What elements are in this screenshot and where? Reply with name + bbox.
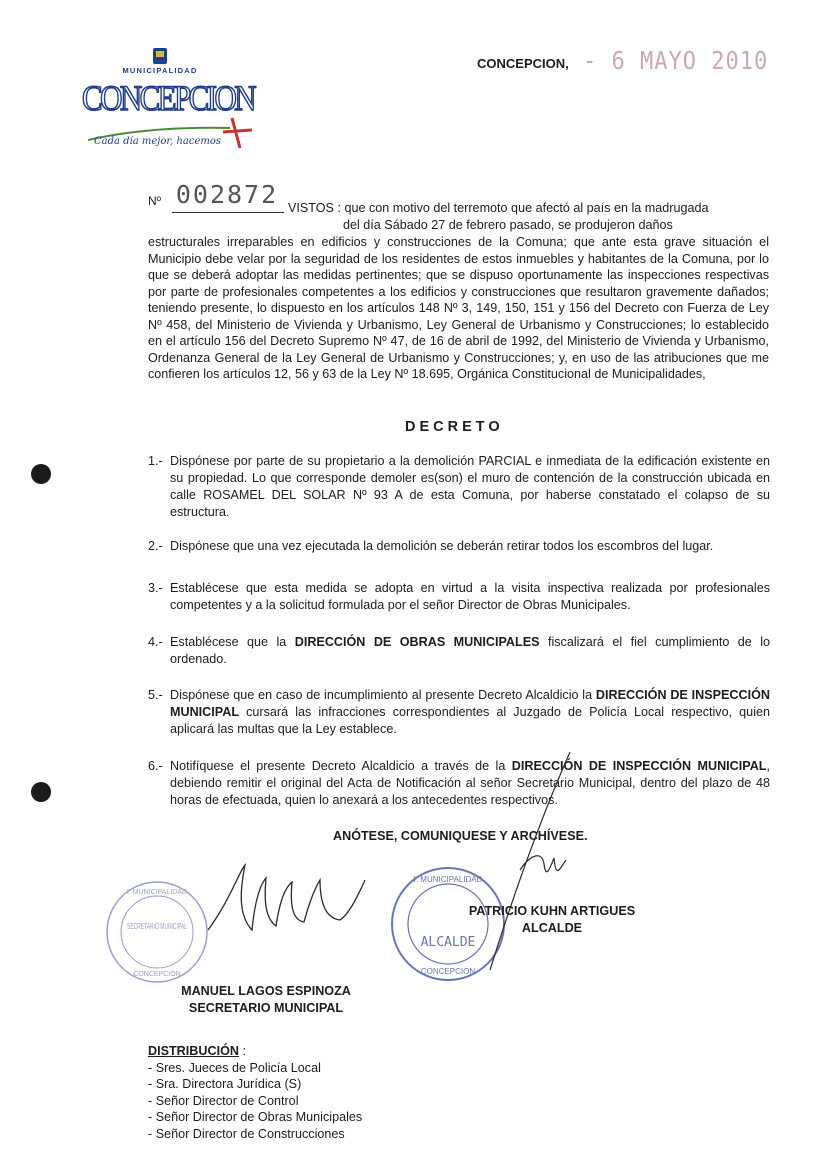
decreto-heading: DECRETO: [405, 419, 504, 435]
secretary-stamp-ring-top: I. MUNICIPALIDAD: [126, 889, 188, 896]
distribution-entry: - Sra. Directora Jurídica (S): [148, 1077, 302, 1091]
date-stamp: - 6 MAYO 2010: [583, 47, 769, 76]
item-number: 5.-: [148, 688, 163, 702]
item-number: 1.-: [148, 454, 163, 468]
item-number: 3.-: [148, 581, 163, 595]
alcalde-stamp-text: ALCALDE: [420, 935, 476, 950]
item-text: Dispónese que una vez ejecutada la demolición se deberán retirar todos los escombros del lugar.: [170, 539, 714, 553]
secretary-title: SECRETARIO MUNICIPAL: [188, 1001, 344, 1015]
secretary-stamp: [105, 880, 209, 984]
mayor-title: ALCALDE: [521, 921, 583, 935]
distribution-heading: [148, 1043, 362, 1060]
item-text-bold: DIRECCIÓN DE INSPECCIÓN MUNICIPAL: [170, 688, 770, 719]
item-number: 4.-: [148, 635, 163, 649]
distribution-entry: - Sres. Jueces de Policía Local: [148, 1060, 321, 1075]
closing-formula: ANÓTESE, COMUNIQUESE Y ARCHÍVESE.: [333, 829, 588, 843]
mayor-signature-block: [458, 903, 646, 937]
item-text: [170, 687, 770, 738]
distribution-heading-text: DISTRIBUCIÓN: [148, 1044, 239, 1058]
distribution-heading-suffix: :: [238, 1044, 246, 1058]
item-text-post: , debiendo remitir el original del Acta de Notificación al señor Secretario Municipal, dentro del plazo de 48 horas de efectuada, quien lo anexará a los antecedentes respectivos.: [170, 759, 771, 807]
logo-name: CONCEPCION: [82, 78, 257, 118]
decree-item-1: [148, 453, 770, 521]
item-number: 6.-: [148, 759, 163, 773]
binder-hole-top: [31, 464, 51, 484]
vistos-line2: del día Sábado 27 de febrero pasado, se produjeron daños: [343, 218, 673, 232]
alcalde-stamp-ring-top: I. MUNICIPALIDAD: [413, 875, 483, 884]
item-text-bold: DIRECCIÓN DE INSPECCIÓN MUNICIPAL: [511, 759, 767, 773]
item-text: [170, 634, 770, 668]
decree-item-6: [148, 758, 770, 809]
item-text: Establécese que esta medida se adopta en virtud a la visita inspectiva realizada por profesionales competentes y a la solicitud formulada por el señor Director de Obras Municipales.: [170, 581, 770, 612]
item-text-pre: Notifíquese el presente Decreto Alcaldicio a través de la: [170, 759, 512, 773]
logo-graphic: [80, 48, 260, 153]
mayor-name: PATRICIO KUHN ARTIGUES: [468, 904, 636, 918]
item-text-bold: DIRECCIÓN DE OBRAS MUNICIPALES: [294, 635, 540, 649]
municipality-logo: [80, 48, 260, 153]
distribution-entry: - Señor Director de Obras Municipales: [148, 1110, 363, 1124]
logo-slogan: Cada día mejor, hacemos: [94, 136, 222, 147]
secretary-signature: [200, 860, 370, 940]
secretary-name: MANUEL LAGOS ESPINOZA: [181, 984, 351, 998]
place-label: CONCEPCION,: [477, 56, 569, 71]
decree-number-label: Nº: [148, 194, 162, 208]
logo-plus-icon: [223, 118, 252, 148]
vistos-line1: VISTOS : que con motivo del terremoto que afectó al país en la madrugada: [288, 201, 709, 215]
distribution-entry: - Señor Director de Construcciones: [148, 1126, 345, 1141]
number-underline: [172, 212, 284, 213]
item-text-post: cursará las infracciones correspondientes al Juzgado de Policía Local respectivo, quien aplicará las multas que la Ley establece.: [170, 705, 770, 736]
item-text-pre: Establécese que la: [170, 635, 295, 649]
item-text: Dispónese por parte de su propietario a la demolición PARCIAL e inmediata de la edificación existente en su propiedad. Lo que corresponde demoler es(son) el muro de contención de la construcción ubicada en calle ROSAMEL DEL SOLAR Nº 93 A de esta Comuna, por haberse constatado el colapso de su estructura.: [170, 454, 770, 519]
distribution-list: [148, 1043, 362, 1142]
secretary-stamp-ring-bottom: CONCEPCION: [133, 971, 181, 978]
vistos-body: [148, 234, 769, 383]
mayor-signature: [470, 740, 590, 980]
item-text-pre: Dispónese que en caso de incumplimiento al presente Decreto Alcaldicio la: [170, 688, 596, 702]
decree-item-2: [148, 538, 770, 555]
decree-item-5: [148, 687, 770, 738]
binder-hole-bottom: [31, 782, 51, 802]
alcalde-stamp-ring-bottom: CONCEPCION: [420, 967, 476, 976]
distribution-entry: - Señor Director de Control: [148, 1093, 299, 1108]
decree-item-3: [148, 580, 770, 614]
decree-item-4: [148, 634, 770, 668]
vistos-paragraph: estructurales irreparables en edificios y construcciones de la Comuna; que ante esta grave situación el Municipio debe velar por la seguridad de los residentes de estos inmuebles y habitantes de la Comuna, por lo que se deberá adoptar las medidas pertinentes; que se dispuso oportunamente las inspecciones respectivas por parte de profesionales competentes a los edificios y construcciones que resultaron gravemente dañados; teniendo presente, lo dispuesto en los artículos 148 Nº 3, 149, 150, 151 y 156 del Decreto con Fuerza de Ley Nº 458, del Ministerio de Vivienda y Urbanismo, Ley General de Urbanismo y Construcciones; lo establecido en el artículo 156 del Decreto Supremo Nº 47, de 16 de abril de 1992, del Ministerio de Vivienda y Urbanismo, Ordenanza General de la Ley General de Urbanismo y Construcciones; y, en uso de las atribuciones que me confieren los artículos 12, 56 y 63 de la Ley Nº 18.695, Orgánica Constitucional de Municipalidades,: [148, 235, 769, 381]
secretary-signature-block: [166, 983, 366, 1017]
item-number: 2.-: [148, 539, 163, 553]
decree-number: 002872: [175, 180, 279, 209]
logo-top-text: MUNICIPALIDAD: [122, 66, 198, 75]
secretary-stamp-text: SECRETARIO MUNICIPAL: [127, 922, 188, 931]
item-text-post: fiscalizará el fiel cumplimiento de lo ordenado.: [170, 635, 771, 666]
